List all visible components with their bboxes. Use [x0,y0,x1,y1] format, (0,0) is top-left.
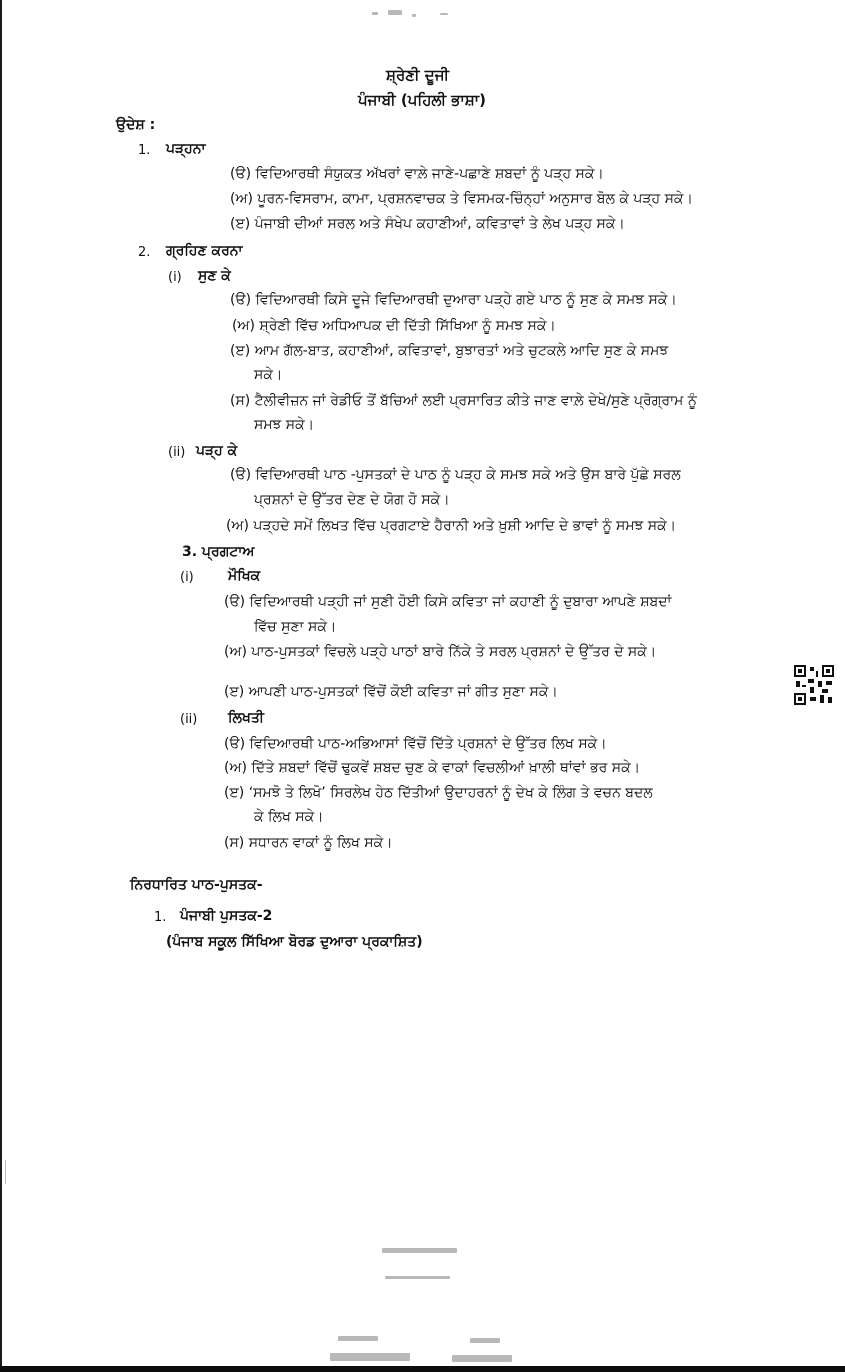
scan-mark [330,1353,410,1361]
textbook-number: 1. [154,910,167,925]
list-item-continued: ਸਕੇ। [254,367,283,383]
list-item: (ੳ) ਵਿਦਿਆਰਥੀ ਸੰਯੁਕਤ ਅੱਖਰਾਂ ਵਾਲ਼ੇ ਜਾਣੇ-ਪਛਾਣੇ ਸ਼ਬਦਾਂ ਨੂੰ ਪੜ੍ਹ ਸਕੇ। [230,166,604,182]
list-item-continued: ਕੇ ਲਿਖ ਸਕੇ। [254,809,324,825]
list-item: (ਸ) ਸਧਾਰਨ ਵਾਕਾਂ ਨੂੰ ਲਿਖ ਸਕੇ। [224,835,393,851]
scan-mark [372,12,378,15]
page-subtitle: ਪੰਜਾਬੀ (ਪਹਿਲੀ ਭਾਸ਼ਾ) [358,91,486,109]
list-item: (ਸ) ਟੈਲੀਵੀਜ਼ਨ ਜਾਂ ਰੇਡੀਓ ਤੋਂ ਬੱਚਿਆਂ ਲਈ ਪ੍ਰਸਾਰਿਤ ਕੀਤੇ ਜਾਣ ਵਾਲ਼ੇ ਦੇਖੇ/ਸੁਣੇ ਪ੍ਰੋਗ੍ਰਾਮ ਨੂੰ [230,393,697,409]
section-2-title: ਗ੍ਰਹਿਣ ਕਰਨਾ [166,243,243,259]
list-item: (ਅ) ਪਾਠ-ਪੁਸਤਕਾਂ ਵਿਚਲੇ ਪੜ੍ਹੇ ਪਾਠਾਂ ਬਾਰੇ ਨਿੱਕੇ ਤੇ ਸਰਲ ਪ੍ਰਸ਼ਨਾਂ ਦੇ ਉੱਤਰ ਦੇ ਸਕੇ। [224,644,657,660]
list-item: (ੲ) ਆਪਣੀ ਪਾਠ-ਪੁਸਤਕਾਂ ਵਿੱਚੋਂ ਕੋਈ ਕਵਿਤਾ ਜਾਂ ਗੀਤ ਸੁਣਾ ਸਕੇ। [224,684,558,700]
textbook-title: ਪੰਜਾਬੀ ਪੁਸਤਕ-2 [180,908,273,924]
subsection-title: ਮੌਖਿਕ [228,568,261,584]
subsection-title: ਪੜ੍ਹ ਕੇ [196,443,238,459]
section-1-number: 1. [138,143,151,158]
list-item-continued: ਸਮਝ ਸਕੇ। [254,417,315,433]
subsection-number: (i) [168,270,182,285]
subsection-title: ਸੁਣ ਕੇ [198,268,231,284]
page-bottom-border [0,1366,845,1372]
scan-mark [385,1276,450,1279]
page-title: ਸ਼੍ਰੇਣੀ ਦੂਜੀ [386,66,450,84]
list-item: (ਅ) ਪੂਰਨ-ਵਿਸਰਾਮ, ਕਾਮਾ, ਪ੍ਰਸ਼ਨਵਾਚਕ ਤੇ ਵਿਸਮਕ-ਚਿੰਨ੍ਹਾਂ ਅਨੁਸਾਰ ਬੋਲ ਕੇ ਪੜ੍ਹ ਸਕੇ। [230,191,693,207]
qr-code-icon [794,665,834,705]
scan-mark [5,1160,6,1184]
list-item: (ਅ) ਦਿੱਤੇ ਸ਼ਬਦਾਂ ਵਿੱਚੋਂ ਢੁਕਵੇਂ ਸ਼ਬਦ ਚੁਣ ਕੇ ਵਾਕਾਂ ਵਿਚਲੀਆਂ ਖ਼ਾਲੀ ਥਾਂਵਾਂ ਭਰ ਸਕੇ। [224,760,641,776]
section-1-title: ਪੜ੍ਹਨਾ [166,141,206,157]
list-item-continued: ਵਿੱਚ ਸੁਣਾ ਸਕੇ। [254,619,337,635]
scan-mark [388,10,402,15]
list-item: (ੳ) ਵਿਦਿਆਰਥੀ ਕਿਸੇ ਦੂਜੇ ਵਿਦਿਆਰਥੀ ਦੁਆਰਾ ਪੜ੍ਹੇ ਗਏ ਪਾਠ ਨੂੰ ਸੁਣ ਕੇ ਸਮਝ ਸਕੇ। [230,292,677,308]
list-item: (ੲ) ਆਮ ਗੱਲ-ਬਾਤ, ਕਹਾਣੀਆਂ, ਕਵਿਤਾਵਾਂ, ਬੁਝਾਰਤਾਂ ਅਤੇ ਚੁਟਕਲੇ ਆਦਿ ਸੁਣ ਕੇ ਸਮਝ [230,343,669,359]
scan-mark [470,1338,500,1343]
objectives-heading: ਉਦੇਸ਼ : [116,117,156,133]
scan-mark [382,1248,457,1253]
list-item: (ਅ) ਸ਼੍ਰੇਣੀ ਵਿੱਚ ਅਧਿਆਪਕ ਦੀ ਦਿੱਤੀ ਸਿੱਖਿਆ ਨੂੰ ਸਮਝ ਸਕੇ। [232,318,556,334]
scan-mark [338,1336,378,1341]
list-item: (ੲ) ਪੰਜਾਬੀ ਦੀਆਂ ਸਰਲ ਅਤੇ ਸੰਖੇਪ ਕਹਾਣੀਆਂ, ਕਵਿਤਾਵਾਂ ਤੇ ਲੇਖ ਪੜ੍ਹ ਸਕੇ। [230,216,625,232]
subsection-number: (ii) [180,712,198,727]
scan-mark [412,14,416,17]
list-item: (ਅ) ਪੜ੍ਹਦੇ ਸਮੇਂ ਲਿਖਤ ਵਿੱਚ ਪ੍ਰਗਟਾਏ ਹੈਰਾਨੀ ਅਤੇ ਖ਼ੁਸ਼ੀ ਆਦਿ ਦੇ ਭਾਵਾਂ ਨੂੰ ਸਮਝ ਸਕੇ। [226,518,677,534]
scan-mark [452,1355,512,1362]
subsection-number: (i) [180,570,194,585]
subsection-number: (ii) [168,445,186,460]
scan-mark [440,13,448,15]
list-item: (ੳ) ਵਿਦਿਆਰਥੀ ਪਾਠ -ਪੁਸਤਕਾਂ ਦੇ ਪਾਠ ਨੂੰ ਪੜ੍ਹ ਕੇ ਸਮਝ ਸਕੇ ਅਤੇ ਉਸ ਬਾਰੇ ਪੁੱਛੇ ਸਰਲ [230,467,681,483]
textbook-publisher: (ਪੰਜਾਬ ਸਕੂਲ ਸਿੱਖਿਆ ਬੋਰਡ ਦੁਆਰਾ ਪ੍ਰਕਾਸ਼ਿਤ) [166,934,423,950]
section-3-title: 3. ਪ੍ਰਗਟਾਅ [182,544,255,560]
textbook-heading: ਨਿਰਧਾਰਿਤ ਪਾਠ-ਪੁਸਤਕ- [130,877,263,893]
list-item: (ੳ) ਵਿਦਿਆਰਥੀ ਪਾਠ-ਅਭਿਆਸਾਂ ਵਿੱਚੋਂ ਦਿੱਤੇ ਪ੍ਰਸ਼ਨਾਂ ਦੇ ਉੱਤਰ ਲਿਖ ਸਕੇ। [224,736,607,752]
subsection-title: ਲਿਖਤੀ [228,710,265,726]
page-left-border [0,0,2,1372]
section-2-number: 2. [138,245,151,260]
list-item: (ੳ) ਵਿਦਿਆਰਥੀ ਪੜ੍ਹੀ ਜਾਂ ਸੁਣੀ ਹੋਈ ਕਿਸੇ ਕਵਿਤਾ ਜਾਂ ਕਹਾਣੀ ਨੂੰ ਦੁਬਾਰਾ ਆਪਣੇ ਸ਼ਬਦਾਂ [224,594,672,610]
list-item: (ੲ) ‘ਸਮਝੋ ਤੇ ਲਿਖੋ’ ਸਿਰਲੇਖ ਹੇਠ ਦਿੱਤੀਆਂ ਉਦਾਹਰਨਾਂ ਨੂੰ ਦੇਖ ਕੇ ਲਿੰਗ ਤੇ ਵਚਨ ਬਦਲ [224,785,653,801]
list-item-continued: ਪ੍ਰਸ਼ਨਾਂ ਦੇ ਉੱਤਰ ਦੇਣ ਦੇ ਯੋਗ ਹੋ ਸਕੇ। [254,492,450,508]
